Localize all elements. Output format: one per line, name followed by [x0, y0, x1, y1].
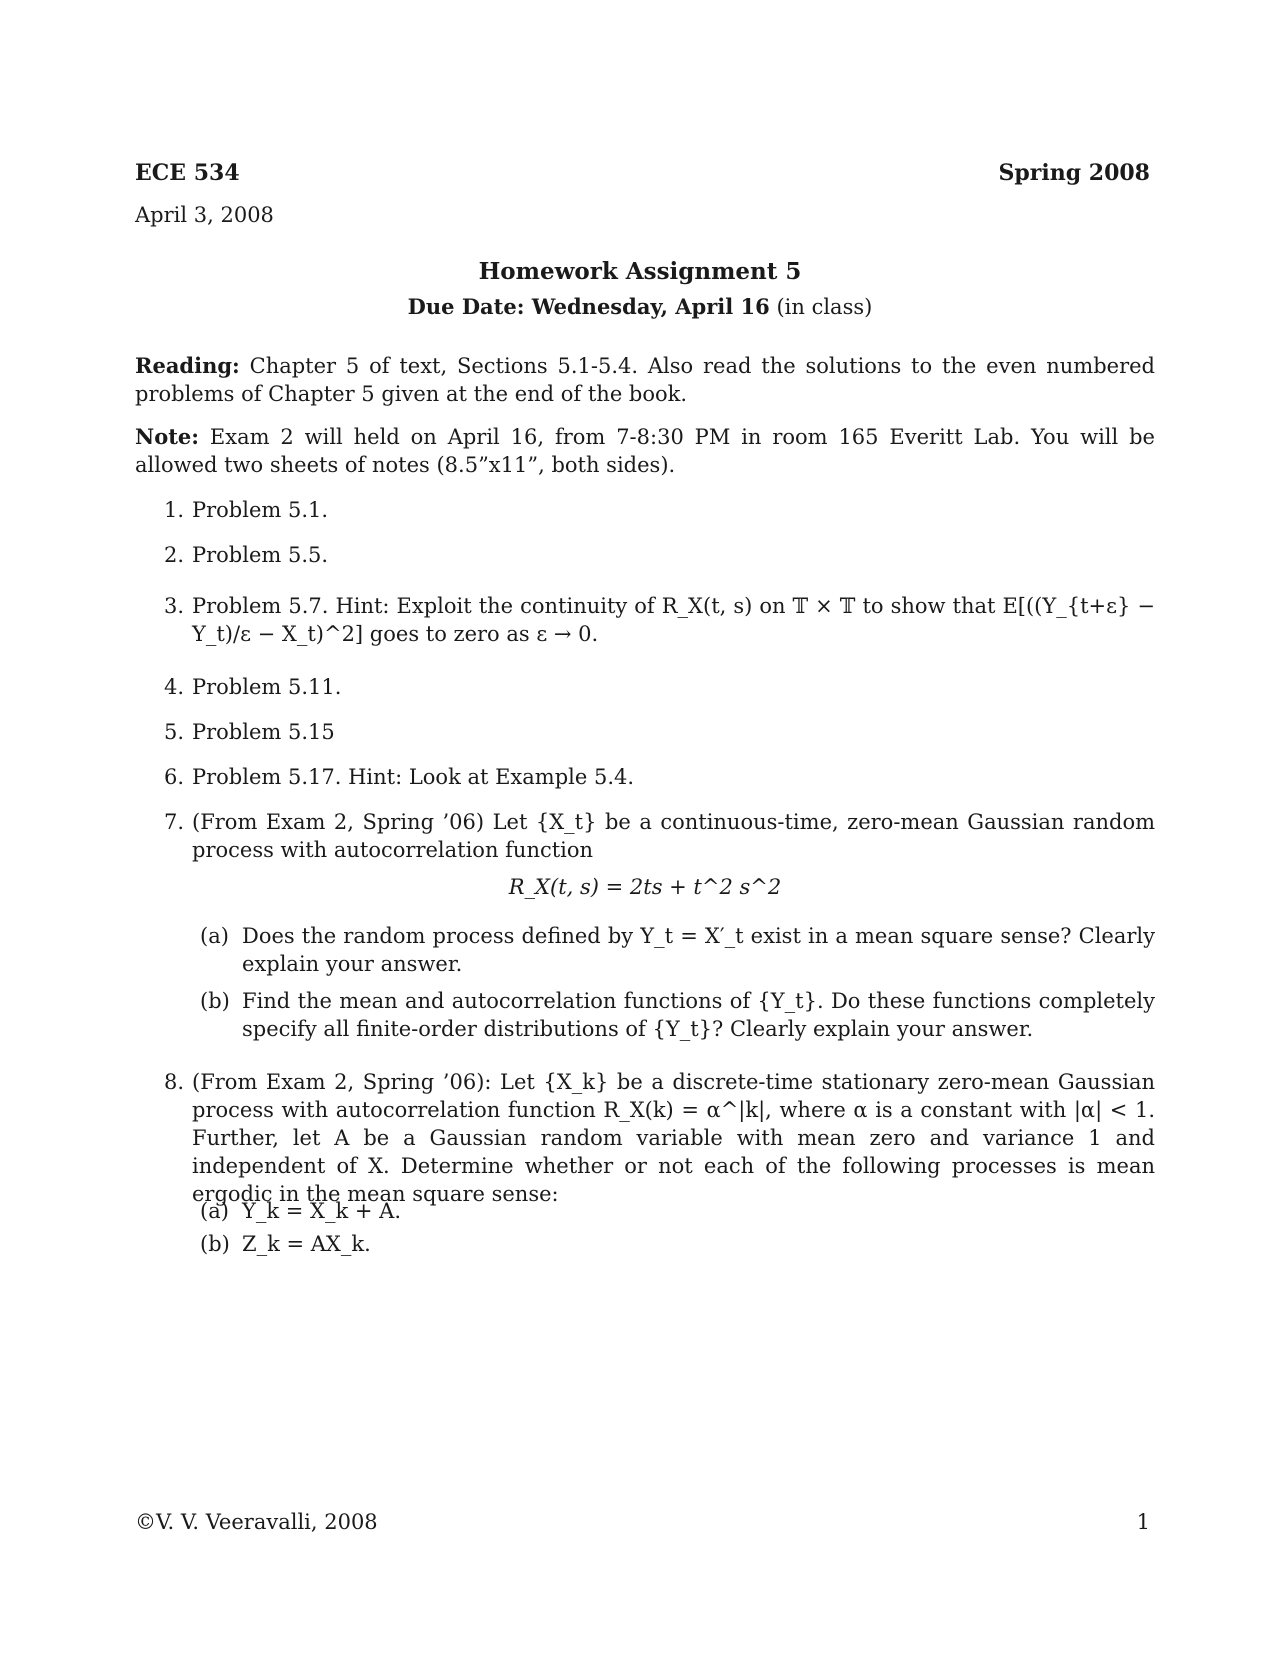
problem-text: Problem 5.17. Hint: Look at Example 5.4.	[192, 765, 635, 789]
problem-number: 2.	[163, 543, 184, 567]
sub-item-label: (a)	[200, 924, 229, 948]
note-text: Exam 2 will held on April 16, from 7-8:30 PM in room 165 Everitt Lab. You will be allowed two sheets of notes (8.5”x11”, both sides).	[135, 425, 1155, 477]
problem-number: 4.	[163, 675, 184, 699]
problem-text: Problem 5.5.	[192, 543, 329, 567]
problem-number: 7.	[163, 810, 184, 834]
sub-item-text: Does the random process defined by Y_t = X′_t exist in a mean square sense? Clearly explain your answer.	[242, 924, 1155, 976]
problem-text: Problem 5.11.	[192, 675, 342, 699]
note-label: Note:	[135, 424, 200, 449]
sub-item-text: Z_k = AX_k.	[242, 1232, 371, 1256]
problem-text: (From Exam 2, Spring ’06): Let {X_k} be a discrete-time stationary zero-mean Gaussian process with autocorrelation function R_X(k) = α^|k|, where α is a constant with |α| < 1. Further, let A be a Gaussian random variable with mean zero and variance 1 and independent of X. Determine whether or not each of the following processes is mean ergodic in the mean square sense:	[192, 1070, 1155, 1206]
sub-item-text: Find the mean and autocorrelation functions of {Y_t}. Do these functions completely specify all finite-order distributions of {Y_t}? Clearly explain your answer.	[242, 989, 1155, 1041]
due-date	[0, 294, 1280, 319]
due-date-note: (in class)	[776, 295, 873, 319]
course-code: ECE 534	[135, 160, 240, 186]
sub-item-label: (b)	[200, 989, 230, 1013]
problem-number: 6.	[163, 765, 184, 789]
problem-number: 3.	[163, 594, 184, 618]
sub-item-text: Y_k = X_k + A.	[242, 1199, 401, 1223]
issue-date: April 3, 2008	[135, 203, 274, 227]
term: Spring 2008	[998, 160, 1150, 186]
reading-text: Chapter 5 of text, Sections 5.1-5.4. Also read the solutions to the even numbered problems of Chapter 5 given at the end of the book.	[135, 354, 1155, 406]
copyright: ©V. V. Veeravalli, 2008	[135, 1510, 378, 1534]
autocorrelation-equation: R_X(t, s) = 2ts + t^2 s^2	[508, 875, 782, 899]
reading-paragraph	[135, 352, 1155, 408]
problem-text: (From Exam 2, Spring ’06) Let {X_t} be a continuous-time, zero-mean Gaussian random process with autocorrelation function	[192, 810, 1155, 862]
problem-text: Problem 5.7. Hint: Exploit the continuity of R_X(t, s) on 𝕋 × 𝕋 to show that E[((Y_{t+ε} − Y_t)/ε − X_t)^2] goes to zero as ε → 0.	[192, 594, 1155, 646]
page-number: 1	[1136, 1510, 1150, 1534]
reading-label: Reading:	[135, 353, 240, 378]
problem-text: Problem 5.15	[192, 720, 335, 744]
sub-item-label: (b)	[200, 1232, 230, 1256]
problem-text: Problem 5.1.	[192, 498, 329, 522]
sub-item-label: (a)	[200, 1199, 229, 1223]
assignment-title: Homework Assignment 5	[478, 258, 802, 285]
note-paragraph	[135, 423, 1155, 479]
due-date-label: Due Date: Wednesday, April 16	[407, 294, 770, 319]
problem-number: 1.	[163, 498, 184, 522]
problem-number: 8.	[163, 1070, 184, 1094]
problem-number: 5.	[163, 720, 184, 744]
